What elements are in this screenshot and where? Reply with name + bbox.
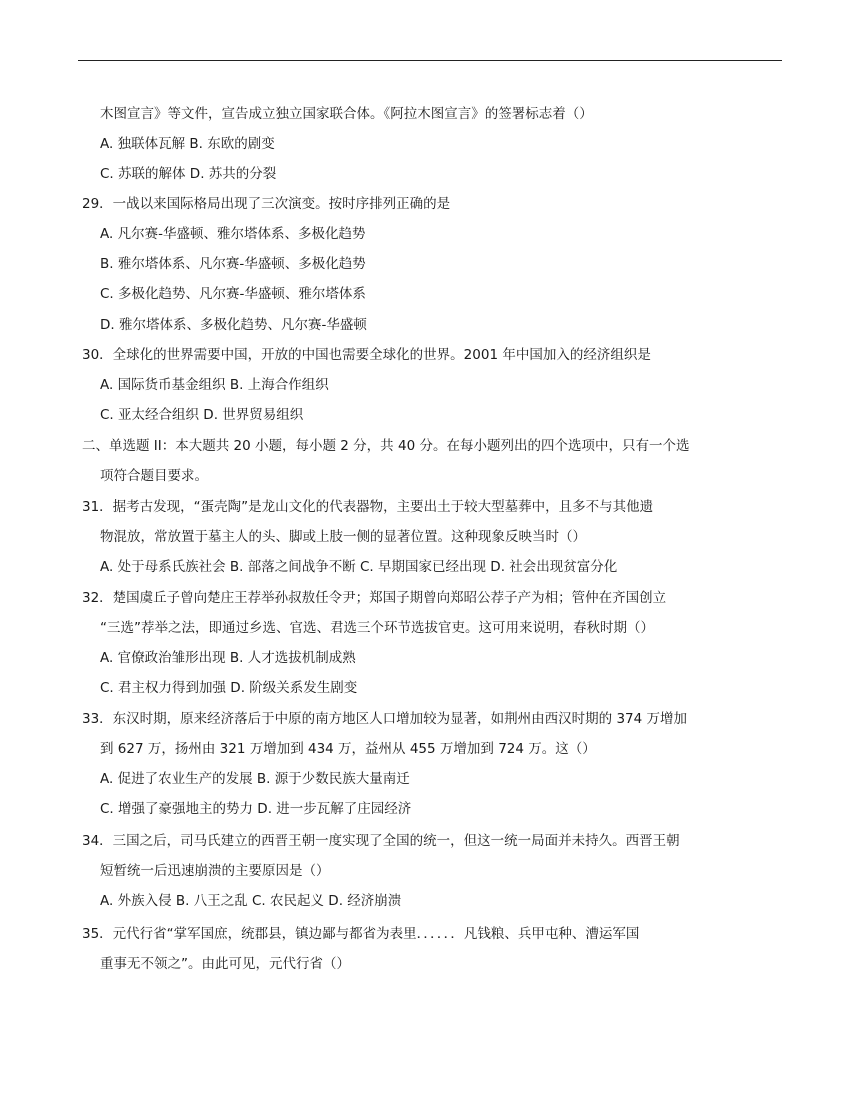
- text-line: 到 627 万，扬州由 321 万增加到 434 万，益州从 455 万增加到 724 万。这（）: [100, 741, 596, 757]
- option-line: C. 增强了豪强地主的势力 D. 进一步瓦解了庄园经济: [100, 801, 412, 817]
- question-29: 29．一战以来国际格局出现了三次演变。按时序排列正确的是: [82, 196, 451, 212]
- option-line: B. 雅尔塔体系、凡尔赛-华盛顿、多极化趋势: [100, 256, 366, 272]
- text-line: 木图宣言》等文件，宣告成立独立国家联合体。《阿拉木图宣言》的签署标志着（）: [100, 106, 593, 122]
- option-line: A. 凡尔赛-华盛顿、雅尔塔体系、多极化趋势: [100, 226, 366, 242]
- text-line: “三选”荐举之法，即通过乡选、官选、君选三个环节选拔官吏。这可用来说明，春秋时期（）: [100, 620, 654, 636]
- option-line: A. 促进了农业生产的发展 B. 源于少数民族大量南迁: [100, 771, 410, 787]
- header-rule: [78, 60, 782, 61]
- question-34: 34．三国之后，司马氏建立的西晋王朝一度实现了全国的统一，但这一统一局面并未持久。西晋王朝: [82, 833, 680, 849]
- question-30: 30．全球化的世界需要中国，开放的中国也需要全球化的世界。2001 年中国加入的经济组织是: [82, 347, 651, 363]
- option-line: C. 多极化趋势、凡尔赛-华盛顿、雅尔塔体系: [100, 286, 366, 302]
- question-33: 33．东汉时期，原来经济落后于中原的南方地区人口增加较为显著，如荆州由西汉时期的 374 万增加: [82, 711, 688, 727]
- option-line: C. 亚太经合组织 D. 世界贸易组织: [100, 407, 304, 423]
- text-line: 短暂统一后迅速崩溃的主要原因是（）: [100, 863, 330, 879]
- question-32: 32．楚国虞丘子曾向楚庄王荐举孙叔敖任令尹；郑国子期曾向郑昭公荐子产为相；管仲在齐国创立: [82, 590, 667, 606]
- section-heading: 二、单选题 II：本大题共 20 小题，每小题 2 分，共 40 分。在每小题列出的四个选项中，只有一个选: [82, 438, 690, 454]
- option-line: A. 处于母系氏族社会 B. 部落之间战争不断 C. 早期国家已经出现 D. 社会出现贫富分化: [100, 559, 618, 575]
- option-line: C. 苏联的解体 D. 苏共的分裂: [100, 166, 277, 182]
- text-line: 物混放，常放置于墓主人的头、脚或上肢一侧的显著位置。这种现象反映当时（）: [100, 529, 586, 545]
- option-line: A. 官僚政治雏形出现 B. 人才选拔机制成熟: [100, 650, 356, 666]
- option-line: A. 国际货币基金组织 B. 上海合作组织: [100, 377, 329, 393]
- option-line: A. 独联体瓦解 B. 东欧的剧变: [100, 136, 275, 152]
- question-35: 35．元代行省“掌军国庶，统郡县，镇边鄙与都省为表里．．．．．．凡钱粮、兵甲屯种、漕运军国: [82, 926, 640, 942]
- option-line: D. 雅尔塔体系、多极化趋势、凡尔赛-华盛顿: [100, 317, 367, 333]
- section-heading-cont: 项符合题目要求。: [100, 468, 208, 484]
- question-31: 31．据考古发现，“蛋壳陶”是龙山文化的代表器物，主要出土于较大型墓葬中，且多不与其他遗: [82, 499, 654, 515]
- option-line: A. 外族入侵 B. 八王之乱 C. 农民起义 D. 经济崩溃: [100, 893, 402, 909]
- text-line: 重事无不领之”。由此可见，元代行省（）: [100, 956, 350, 972]
- option-line: C. 君主权力得到加强 D. 阶级关系发生剧变: [100, 680, 358, 696]
